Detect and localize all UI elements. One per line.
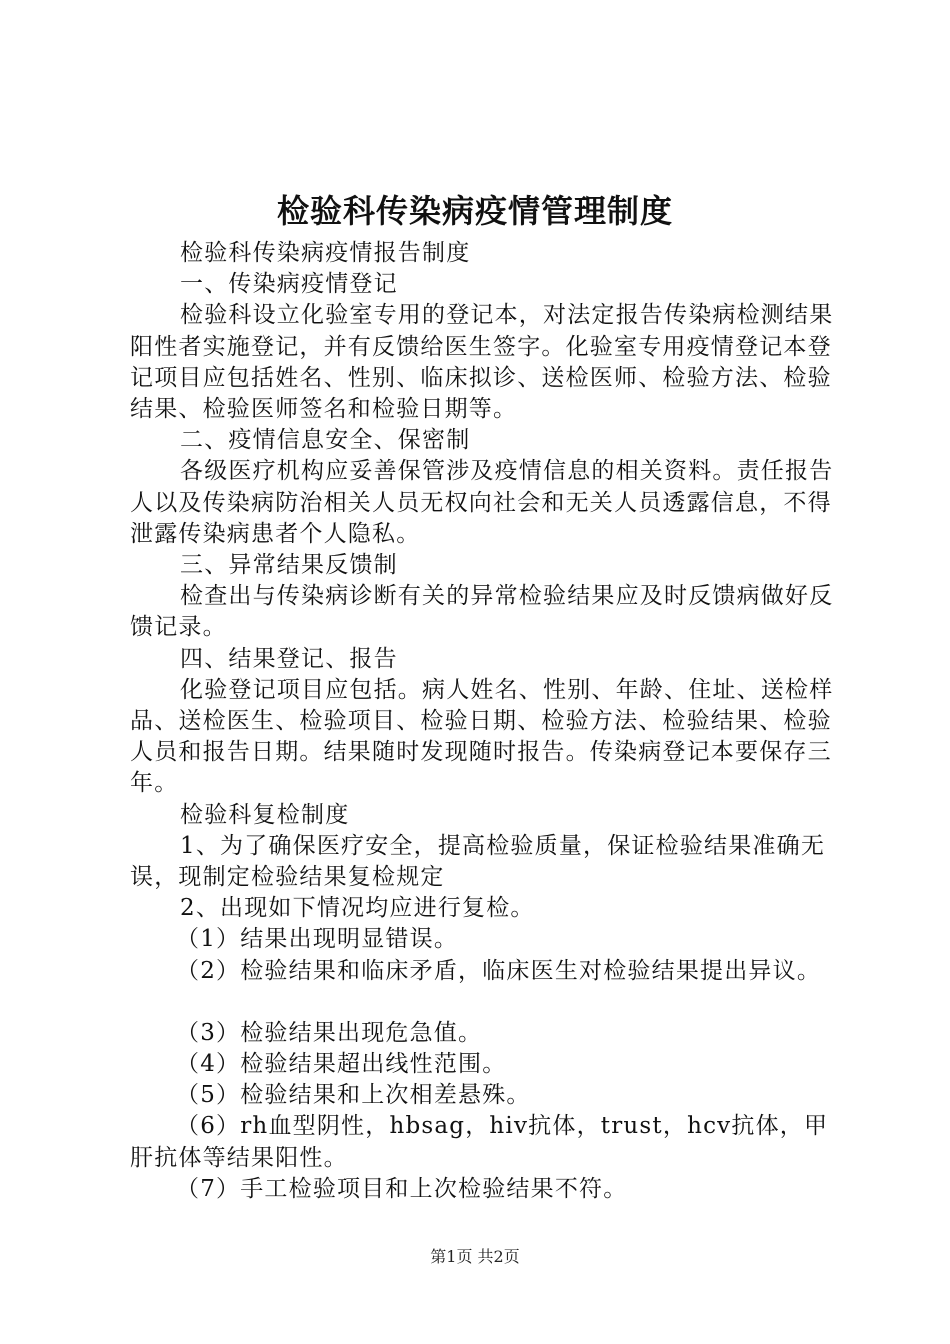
body-paragraph: 2、出现如下情况均应进行复检。 [180, 895, 535, 922]
document-body [130, 238, 850, 1205]
subsection-heading: 一、传染病疫情登记 [180, 271, 398, 298]
body-paragraph: 各级医疗机构应妥善保管涉及疫情信息的相关资料。责任报告人以及传染病防治相关人员无权向社会和无关人员透露信息，不得泄露传染病患者个人隐私。 [130, 458, 834, 547]
list-item: （4）检验结果超出线性范围。 [176, 1051, 507, 1078]
list-item: （5）检验结果和上次相差悬殊。 [176, 1082, 531, 1109]
subsection-heading: 二、疫情信息安全、保密制 [180, 427, 471, 454]
list-item: （1）结果出现明显错误。 [176, 926, 459, 953]
subsection-heading: 三、异常结果反馈制 [180, 552, 398, 579]
list-item: （2）检验结果和临床矛盾，临床医生对检验结果提出异议。 [176, 957, 822, 984]
list-item: （7）手工检验项目和上次检验结果不符。 [176, 1175, 628, 1202]
section-heading: 检验科复检制度 [180, 801, 350, 828]
page-footer: 第1页 共2页 [430, 1247, 520, 1266]
body-paragraph: 检查出与传染病诊断有关的异常检验结果应及时反馈病做好反馈记录。 [130, 583, 834, 641]
subsection-heading: 四、结果登记、报告 [180, 645, 398, 672]
section-heading: 检验科传染病疫情报告制度 [180, 240, 471, 266]
body-paragraph: 化验登记项目应包括。病人姓名、性别、年龄、住址、送检样品、送检医生、检验项目、检验日期、检验方法、检验结果、检验人员和报告日期。结果随时发现随时报告。传染病登记本要保存三年。 [130, 676, 834, 797]
body-paragraph: 1、为了确保医疗安全，提高检验质量，保证检验结果准确无误，现制定检验结果复检规定 [130, 832, 826, 891]
list-item: （6）rh血型阴性，hbsag，hiv抗体，trust，hcv抗体，甲肝抗体等结果阳性。 [130, 1113, 829, 1171]
document-title: 检验科传染病疫情管理制度 [276, 192, 673, 230]
list-item: （3）检验结果出现危急值。 [176, 1019, 483, 1046]
body-paragraph: 检验科设立化验室专用的登记本，对法定报告传染病检测结果阳性者实施登记，并有反馈给医生签字。化验室专用疫情登记本登记项目应包括姓名、性别、临床拟诊、送检医师、检验方法、检验结果、检验医师签名和检验日期等。 [130, 302, 834, 423]
